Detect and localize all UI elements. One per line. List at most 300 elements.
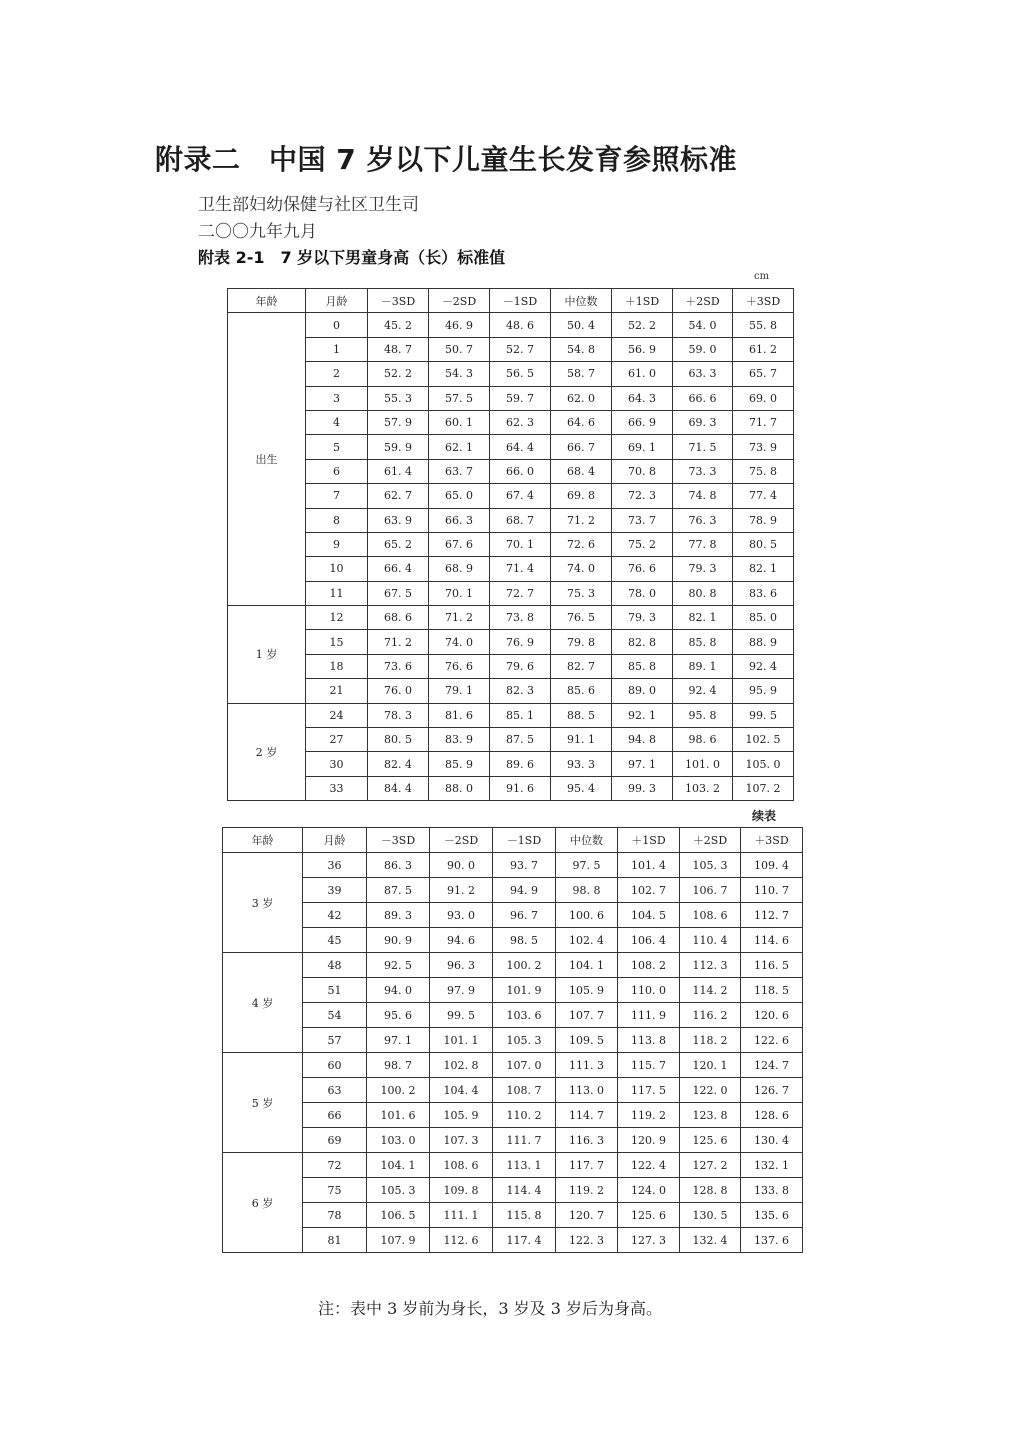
value-cell: 102. 4 — [556, 928, 618, 953]
value-cell: 85. 9 — [429, 752, 490, 776]
value-cell: 74. 0 — [429, 630, 490, 654]
value-cell: 87. 5 — [490, 728, 551, 752]
age-group-cell: 4 岁 — [223, 953, 303, 1053]
value-cell: 78. 0 — [612, 581, 673, 605]
value-cell: 125. 6 — [680, 1128, 741, 1153]
month-age-cell: 57 — [303, 1028, 367, 1053]
month-age-cell: 48 — [303, 953, 367, 978]
table-row — [228, 337, 794, 361]
table-row — [228, 679, 794, 703]
value-cell: 75. 3 — [551, 581, 612, 605]
month-age-cell: 8 — [306, 508, 368, 532]
value-cell: 122. 4 — [618, 1153, 680, 1178]
value-cell: 104. 4 — [430, 1078, 493, 1103]
value-cell: 96. 3 — [430, 953, 493, 978]
value-cell: 66. 6 — [673, 386, 733, 410]
value-cell: 99. 3 — [612, 776, 673, 800]
month-age-cell: 72 — [303, 1153, 367, 1178]
value-cell: 137. 6 — [741, 1228, 803, 1253]
value-cell: 71. 2 — [551, 508, 612, 532]
value-cell: 82. 1 — [733, 557, 794, 581]
value-cell: 86. 3 — [367, 853, 430, 878]
value-cell: 77. 8 — [673, 532, 733, 556]
value-cell: 74. 0 — [551, 557, 612, 581]
table-row — [228, 606, 794, 630]
column-header: ＋1SD — [618, 828, 680, 853]
table-row — [223, 978, 803, 1003]
value-cell: 83. 9 — [429, 728, 490, 752]
value-cell: 107. 0 — [493, 1053, 556, 1078]
value-cell: 108. 6 — [680, 903, 741, 928]
value-cell: 94. 6 — [430, 928, 493, 953]
value-cell: 85. 1 — [490, 703, 551, 727]
value-cell: 68. 4 — [551, 459, 612, 483]
value-cell: 78. 3 — [368, 703, 429, 727]
value-cell: 127. 3 — [618, 1228, 680, 1253]
column-header: －3SD — [367, 828, 430, 853]
month-age-cell: 5 — [306, 435, 368, 459]
value-cell: 88. 5 — [551, 703, 612, 727]
value-cell: 58. 7 — [551, 362, 612, 386]
table-row — [228, 313, 794, 337]
value-cell: 66. 7 — [551, 435, 612, 459]
table-row — [223, 1003, 803, 1028]
table-row — [223, 1228, 803, 1253]
value-cell: 108. 7 — [493, 1078, 556, 1103]
value-cell: 120. 7 — [556, 1203, 618, 1228]
table-row — [223, 1203, 803, 1228]
table-row — [228, 484, 794, 508]
value-cell: 102. 8 — [430, 1053, 493, 1078]
value-cell: 67. 6 — [429, 532, 490, 556]
value-cell: 65. 7 — [733, 362, 794, 386]
age-group-cell: 出生 — [228, 313, 306, 606]
value-cell: 75. 2 — [612, 532, 673, 556]
value-cell: 123. 8 — [680, 1103, 741, 1128]
value-cell: 82. 3 — [490, 679, 551, 703]
value-cell: 105. 3 — [367, 1178, 430, 1203]
column-header: 年龄 — [228, 289, 306, 313]
value-cell: 67. 4 — [490, 484, 551, 508]
table-row — [228, 508, 794, 532]
month-age-cell: 18 — [306, 654, 368, 678]
value-cell: 114. 2 — [680, 978, 741, 1003]
value-cell: 118. 2 — [680, 1028, 741, 1053]
value-cell: 61. 2 — [733, 337, 794, 361]
value-cell: 72. 3 — [612, 484, 673, 508]
value-cell: 110. 4 — [680, 928, 741, 953]
value-cell: 81. 6 — [429, 703, 490, 727]
month-age-cell: 39 — [303, 878, 367, 903]
value-cell: 95. 4 — [551, 776, 612, 800]
value-cell: 76. 9 — [490, 630, 551, 654]
age-group-cell: 5 岁 — [223, 1053, 303, 1153]
value-cell: 62. 7 — [368, 484, 429, 508]
value-cell: 122. 3 — [556, 1228, 618, 1253]
value-cell: 100. 2 — [493, 953, 556, 978]
value-cell: 120. 9 — [618, 1128, 680, 1153]
value-cell: 101. 4 — [618, 853, 680, 878]
value-cell: 105. 3 — [680, 853, 741, 878]
value-cell: 115. 7 — [618, 1053, 680, 1078]
month-age-cell: 63 — [303, 1078, 367, 1103]
column-header: ＋3SD — [733, 289, 794, 313]
value-cell: 112. 7 — [741, 903, 803, 928]
value-cell: 98. 8 — [556, 878, 618, 903]
value-cell: 72. 6 — [551, 532, 612, 556]
value-cell: 105. 0 — [733, 752, 794, 776]
value-cell: 80. 8 — [673, 581, 733, 605]
age-group-cell: 1 岁 — [228, 606, 306, 704]
value-cell: 79. 3 — [612, 606, 673, 630]
month-age-cell: 9 — [306, 532, 368, 556]
value-cell: 111. 9 — [618, 1003, 680, 1028]
value-cell: 54. 8 — [551, 337, 612, 361]
month-age-cell: 3 — [306, 386, 368, 410]
value-cell: 107. 2 — [733, 776, 794, 800]
value-cell: 130. 5 — [680, 1203, 741, 1228]
table-row — [228, 654, 794, 678]
value-cell: 56. 5 — [490, 362, 551, 386]
table-row — [228, 362, 794, 386]
value-cell: 97. 9 — [430, 978, 493, 1003]
value-cell: 117. 7 — [556, 1153, 618, 1178]
value-cell: 113. 8 — [618, 1028, 680, 1053]
value-cell: 83. 6 — [733, 581, 794, 605]
value-cell: 69. 3 — [673, 410, 733, 434]
value-cell: 82. 1 — [673, 606, 733, 630]
value-cell: 73. 3 — [673, 459, 733, 483]
table-row — [228, 703, 794, 727]
value-cell: 71. 2 — [429, 606, 490, 630]
table-header-row — [228, 289, 794, 313]
month-age-cell: 27 — [306, 728, 368, 752]
value-cell: 92. 1 — [612, 703, 673, 727]
value-cell: 79. 1 — [429, 679, 490, 703]
value-cell: 94. 0 — [367, 978, 430, 1003]
value-cell: 52. 7 — [490, 337, 551, 361]
value-cell: 124. 0 — [618, 1178, 680, 1203]
value-cell: 110. 0 — [618, 978, 680, 1003]
value-cell: 128. 8 — [680, 1178, 741, 1203]
month-age-cell: 15 — [306, 630, 368, 654]
value-cell: 127. 2 — [680, 1153, 741, 1178]
value-cell: 116. 5 — [741, 953, 803, 978]
value-cell: 79. 6 — [490, 654, 551, 678]
month-age-cell: 1 — [306, 337, 368, 361]
value-cell: 125. 6 — [618, 1203, 680, 1228]
value-cell: 97. 1 — [367, 1028, 430, 1053]
value-cell: 99. 5 — [430, 1003, 493, 1028]
value-cell: 89. 1 — [673, 654, 733, 678]
value-cell: 76. 3 — [673, 508, 733, 532]
value-cell: 114. 4 — [493, 1178, 556, 1203]
value-cell: 102. 7 — [618, 878, 680, 903]
value-cell: 71. 7 — [733, 410, 794, 434]
value-cell: 109. 4 — [741, 853, 803, 878]
table-row — [228, 410, 794, 434]
value-cell: 112. 6 — [430, 1228, 493, 1253]
value-cell: 63. 9 — [368, 508, 429, 532]
value-cell: 92. 4 — [733, 654, 794, 678]
table-row — [223, 853, 803, 878]
value-cell: 111. 7 — [493, 1128, 556, 1153]
table-caption: 附表 2-1 7 岁以下男童身高（长）标准值 — [198, 248, 506, 267]
value-cell: 104. 1 — [556, 953, 618, 978]
month-age-cell: 78 — [303, 1203, 367, 1228]
value-cell: 112. 3 — [680, 953, 741, 978]
value-cell: 103. 0 — [367, 1128, 430, 1153]
value-cell: 78. 9 — [733, 508, 794, 532]
value-cell: 80. 5 — [368, 728, 429, 752]
value-cell: 119. 2 — [618, 1103, 680, 1128]
value-cell: 88. 0 — [429, 776, 490, 800]
value-cell: 111. 3 — [556, 1053, 618, 1078]
value-cell: 130. 4 — [741, 1128, 803, 1153]
value-cell: 101. 6 — [367, 1103, 430, 1128]
value-cell: 107. 9 — [367, 1228, 430, 1253]
value-cell: 107. 3 — [430, 1128, 493, 1153]
value-cell: 100. 6 — [556, 903, 618, 928]
value-cell: 65. 0 — [429, 484, 490, 508]
age-group-cell: 6 岁 — [223, 1153, 303, 1253]
month-age-cell: 21 — [306, 679, 368, 703]
value-cell: 69. 8 — [551, 484, 612, 508]
value-cell: 76. 6 — [429, 654, 490, 678]
value-cell: 62. 3 — [490, 410, 551, 434]
value-cell: 82. 7 — [551, 654, 612, 678]
value-cell: 71. 4 — [490, 557, 551, 581]
column-header: 中位数 — [551, 289, 612, 313]
value-cell: 82. 8 — [612, 630, 673, 654]
value-cell: 124. 7 — [741, 1053, 803, 1078]
table-row — [228, 581, 794, 605]
table-row — [223, 953, 803, 978]
month-age-cell: 10 — [306, 557, 368, 581]
value-cell: 59. 9 — [368, 435, 429, 459]
value-cell: 45. 2 — [368, 313, 429, 337]
value-cell: 94. 8 — [612, 728, 673, 752]
table-row — [228, 532, 794, 556]
value-cell: 107. 7 — [556, 1003, 618, 1028]
value-cell: 64. 4 — [490, 435, 551, 459]
value-cell: 77. 4 — [733, 484, 794, 508]
value-cell: 122. 6 — [741, 1028, 803, 1053]
table-row — [223, 1178, 803, 1203]
issuer-line: 卫生部妇幼保健与社区卫生司 — [198, 195, 419, 215]
value-cell: 132. 1 — [741, 1153, 803, 1178]
table-row — [228, 752, 794, 776]
value-cell: 110. 7 — [741, 878, 803, 903]
column-header: 月龄 — [303, 828, 367, 853]
value-cell: 111. 1 — [430, 1203, 493, 1228]
value-cell: 94. 9 — [493, 878, 556, 903]
month-age-cell: 51 — [303, 978, 367, 1003]
value-cell: 108. 2 — [618, 953, 680, 978]
month-age-cell: 33 — [306, 776, 368, 800]
value-cell: 99. 5 — [733, 703, 794, 727]
value-cell: 114. 7 — [556, 1103, 618, 1128]
table-row — [223, 903, 803, 928]
value-cell: 59. 7 — [490, 386, 551, 410]
column-header: ＋1SD — [612, 289, 673, 313]
value-cell: 62. 1 — [429, 435, 490, 459]
value-cell: 103. 2 — [673, 776, 733, 800]
value-cell: 106. 4 — [618, 928, 680, 953]
value-cell: 92. 4 — [673, 679, 733, 703]
value-cell: 93. 3 — [551, 752, 612, 776]
table-row — [223, 1053, 803, 1078]
value-cell: 70. 1 — [429, 581, 490, 605]
month-age-cell: 54 — [303, 1003, 367, 1028]
table-row — [223, 1103, 803, 1128]
value-cell: 54. 0 — [673, 313, 733, 337]
column-header: 月龄 — [306, 289, 368, 313]
table-row — [223, 928, 803, 953]
value-cell: 89. 0 — [612, 679, 673, 703]
value-cell: 108. 6 — [430, 1153, 493, 1178]
value-cell: 71. 5 — [673, 435, 733, 459]
value-cell: 98. 5 — [493, 928, 556, 953]
value-cell: 118. 5 — [741, 978, 803, 1003]
value-cell: 80. 5 — [733, 532, 794, 556]
value-cell: 95. 8 — [673, 703, 733, 727]
value-cell: 76. 6 — [612, 557, 673, 581]
month-age-cell: 0 — [306, 313, 368, 337]
value-cell: 113. 1 — [493, 1153, 556, 1178]
value-cell: 75. 8 — [733, 459, 794, 483]
value-cell: 126. 7 — [741, 1078, 803, 1103]
value-cell: 106. 7 — [680, 878, 741, 903]
value-cell: 103. 6 — [493, 1003, 556, 1028]
value-cell: 56. 9 — [612, 337, 673, 361]
value-cell: 64. 6 — [551, 410, 612, 434]
month-age-cell: 69 — [303, 1128, 367, 1153]
value-cell: 66. 0 — [490, 459, 551, 483]
column-header: 中位数 — [556, 828, 618, 853]
value-cell: 101. 9 — [493, 978, 556, 1003]
height-table-part2 — [222, 827, 803, 1253]
value-cell: 68. 7 — [490, 508, 551, 532]
value-cell: 61. 4 — [368, 459, 429, 483]
table-note: 注：表中 3 岁前为身长，3 岁及 3 岁后为身高。 — [318, 1299, 662, 1318]
value-cell: 104. 1 — [367, 1153, 430, 1178]
value-cell: 85. 8 — [673, 630, 733, 654]
value-cell: 115. 8 — [493, 1203, 556, 1228]
value-cell: 117. 4 — [493, 1228, 556, 1253]
value-cell: 66. 4 — [368, 557, 429, 581]
value-cell: 105. 3 — [493, 1028, 556, 1053]
value-cell: 70. 1 — [490, 532, 551, 556]
month-age-cell: 6 — [306, 459, 368, 483]
value-cell: 119. 2 — [556, 1178, 618, 1203]
month-age-cell: 11 — [306, 581, 368, 605]
value-cell: 79. 3 — [673, 557, 733, 581]
value-cell: 92. 5 — [367, 953, 430, 978]
month-age-cell: 30 — [306, 752, 368, 776]
value-cell: 105. 9 — [430, 1103, 493, 1128]
page-title: 附录二 中国 7 岁以下儿童生长发育参照标准 — [155, 143, 737, 176]
month-age-cell: 66 — [303, 1103, 367, 1128]
value-cell: 135. 6 — [741, 1203, 803, 1228]
table-row — [228, 776, 794, 800]
column-header: －1SD — [490, 289, 551, 313]
value-cell: 85. 0 — [733, 606, 794, 630]
table-row — [223, 1128, 803, 1153]
value-cell: 70. 8 — [612, 459, 673, 483]
value-cell: 52. 2 — [368, 362, 429, 386]
value-cell: 102. 5 — [733, 728, 794, 752]
value-cell: 57. 9 — [368, 410, 429, 434]
value-cell: 120. 1 — [680, 1053, 741, 1078]
value-cell: 93. 0 — [430, 903, 493, 928]
value-cell: 52. 2 — [612, 313, 673, 337]
value-cell: 54. 3 — [429, 362, 490, 386]
table-row — [223, 1028, 803, 1053]
table-row — [228, 459, 794, 483]
value-cell: 67. 5 — [368, 581, 429, 605]
value-cell: 116. 2 — [680, 1003, 741, 1028]
value-cell: 73. 7 — [612, 508, 673, 532]
value-cell: 69. 0 — [733, 386, 794, 410]
month-age-cell: 12 — [306, 606, 368, 630]
value-cell: 89. 6 — [490, 752, 551, 776]
height-table-part1 — [227, 288, 794, 801]
date-line: 二〇〇九年九月 — [198, 222, 317, 242]
value-cell: 110. 2 — [493, 1103, 556, 1128]
value-cell: 88. 9 — [733, 630, 794, 654]
value-cell: 63. 7 — [429, 459, 490, 483]
table-row — [228, 728, 794, 752]
value-cell: 109. 8 — [430, 1178, 493, 1203]
month-age-cell: 75 — [303, 1178, 367, 1203]
value-cell: 101. 1 — [430, 1028, 493, 1053]
value-cell: 109. 5 — [556, 1028, 618, 1053]
month-age-cell: 36 — [303, 853, 367, 878]
value-cell: 66. 9 — [612, 410, 673, 434]
table-row — [228, 630, 794, 654]
table-row — [228, 386, 794, 410]
age-group-cell: 3 岁 — [223, 853, 303, 953]
value-cell: 55. 8 — [733, 313, 794, 337]
month-age-cell: 42 — [303, 903, 367, 928]
table-row — [223, 1078, 803, 1103]
table-header-row — [223, 828, 803, 853]
table-row — [223, 1153, 803, 1178]
value-cell: 57. 5 — [429, 386, 490, 410]
table-row — [228, 557, 794, 581]
column-header: －3SD — [368, 289, 429, 313]
column-header: －1SD — [493, 828, 556, 853]
month-age-cell: 4 — [306, 410, 368, 434]
month-age-cell: 7 — [306, 484, 368, 508]
value-cell: 73. 9 — [733, 435, 794, 459]
value-cell: 48. 7 — [368, 337, 429, 361]
value-cell: 101. 0 — [673, 752, 733, 776]
continued-label: 续表 — [752, 809, 777, 823]
value-cell: 69. 1 — [612, 435, 673, 459]
value-cell: 73. 6 — [368, 654, 429, 678]
value-cell: 97. 5 — [556, 853, 618, 878]
month-age-cell: 60 — [303, 1053, 367, 1078]
value-cell: 84. 4 — [368, 776, 429, 800]
month-age-cell: 81 — [303, 1228, 367, 1253]
value-cell: 106. 5 — [367, 1203, 430, 1228]
value-cell: 68. 6 — [368, 606, 429, 630]
column-header: －2SD — [429, 289, 490, 313]
month-age-cell: 24 — [306, 703, 368, 727]
value-cell: 76. 5 — [551, 606, 612, 630]
